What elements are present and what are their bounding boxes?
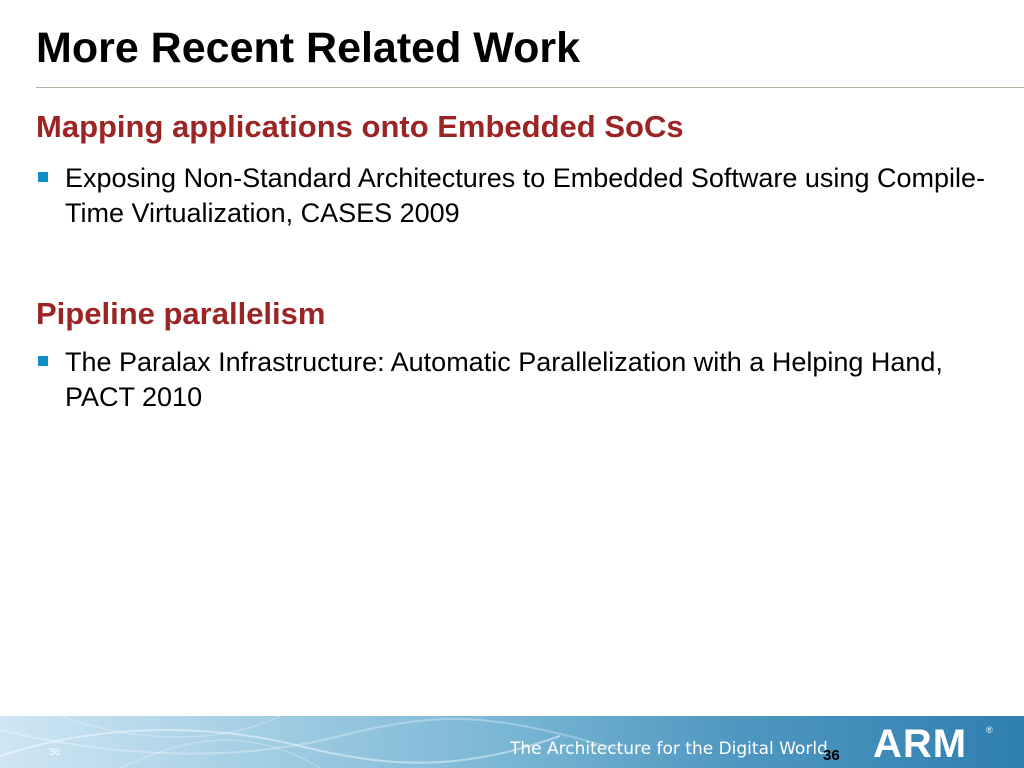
arm-logo: ARM [873,722,968,766]
square-bullet-icon [38,356,48,366]
slide-title: More Recent Related Work [36,24,581,72]
square-bullet-icon [38,172,48,182]
section-heading-mapping: Mapping applications onto Embedded SoCs [36,109,684,144]
section-heading-pipeline: Pipeline parallelism [36,296,326,331]
bullet-item-pact-2010 [36,345,1006,415]
bullet-text: The Paralax Infrastructure: Automatic Parallelization with a Helping Hand, PACT 2010 [65,347,943,412]
registered-mark: ® [986,725,993,735]
title-divider [36,87,1024,88]
slide-number: 36 [823,747,840,764]
footer-page-number-small: 36 [49,747,61,758]
bullet-text: Exposing Non-Standard Architectures to Embedded Software using Compile-Time Virtualization, CASES 2009 [65,163,985,228]
footer-band [0,716,1024,768]
footer-tagline: The Architecture for the Digital World [510,739,828,759]
bullet-item-cases-2009 [36,161,1006,231]
